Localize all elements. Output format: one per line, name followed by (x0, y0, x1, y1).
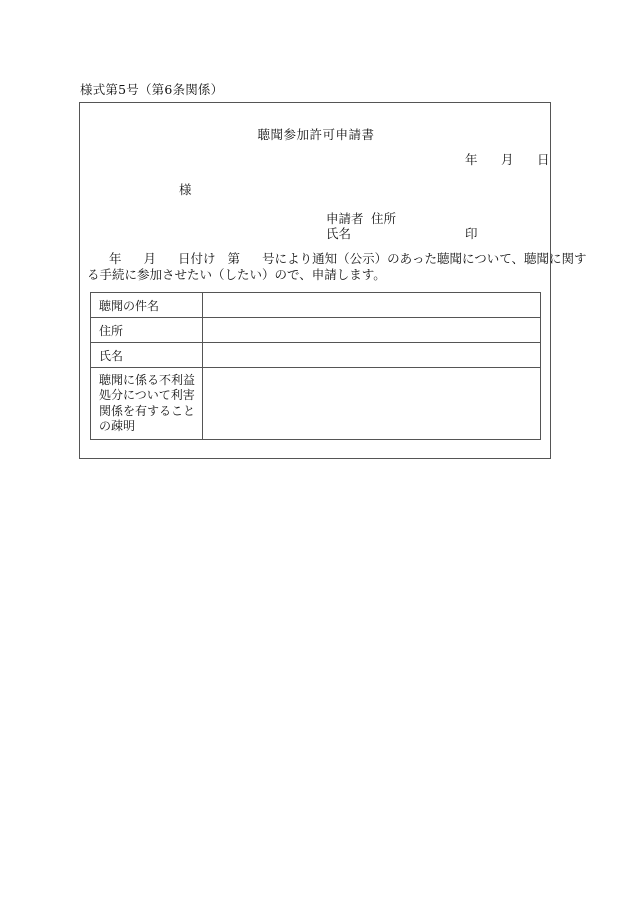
notice-year: 年 (109, 251, 122, 266)
applicant-name-label: 氏名 (326, 226, 352, 241)
address-label: 住所 (91, 318, 203, 343)
hearing-subject-field[interactable] (203, 293, 541, 318)
applicant-role: 申請者 (326, 211, 364, 226)
notice-number-prefix: 第 (227, 251, 241, 266)
document-title: 聴聞参加許可申請書 (257, 127, 375, 142)
hearing-subject-label: 聴聞の件名 (91, 293, 203, 318)
table-row (91, 318, 541, 343)
notice-month: 月 (143, 251, 157, 266)
address-field[interactable] (203, 318, 541, 343)
interest-label-line-1: 聴聞に係る不利益 (99, 372, 196, 387)
date-month: 月 (501, 152, 514, 167)
interest-explanation-field[interactable] (203, 368, 541, 440)
addressee-suffix: 様 (179, 182, 192, 197)
date-day: 日 (537, 152, 550, 167)
interest-label-line-4: の疎明 (99, 419, 136, 433)
request-statement (87, 251, 587, 283)
notice-statement-rest: 号により通知（公示）のあった聴聞について、聴聞に関す (262, 251, 587, 266)
hearing-details-table (90, 292, 541, 440)
date-year: 年 (465, 152, 478, 167)
request-statement-line-1 (87, 251, 587, 267)
table-row (91, 368, 541, 440)
form-number-label: 様式第5号（第6条関係） (80, 82, 224, 97)
interest-explanation-label (91, 368, 203, 440)
applicant-address-label: 住所 (371, 211, 397, 226)
name-field[interactable] (203, 343, 541, 368)
interest-label-line-2: 処分について利害 (99, 388, 195, 402)
interest-label-line-3: 関係を有すること (99, 403, 196, 418)
name-label: 氏名 (91, 343, 203, 368)
request-statement-line-2: る手続に参加させたい（したい）ので、申請します。 (87, 267, 386, 282)
seal-mark: 印 (465, 226, 478, 241)
table-row (91, 293, 541, 318)
table-row (91, 343, 541, 368)
application-form-frame (79, 102, 587, 459)
notice-dated: 日付け (178, 251, 216, 266)
